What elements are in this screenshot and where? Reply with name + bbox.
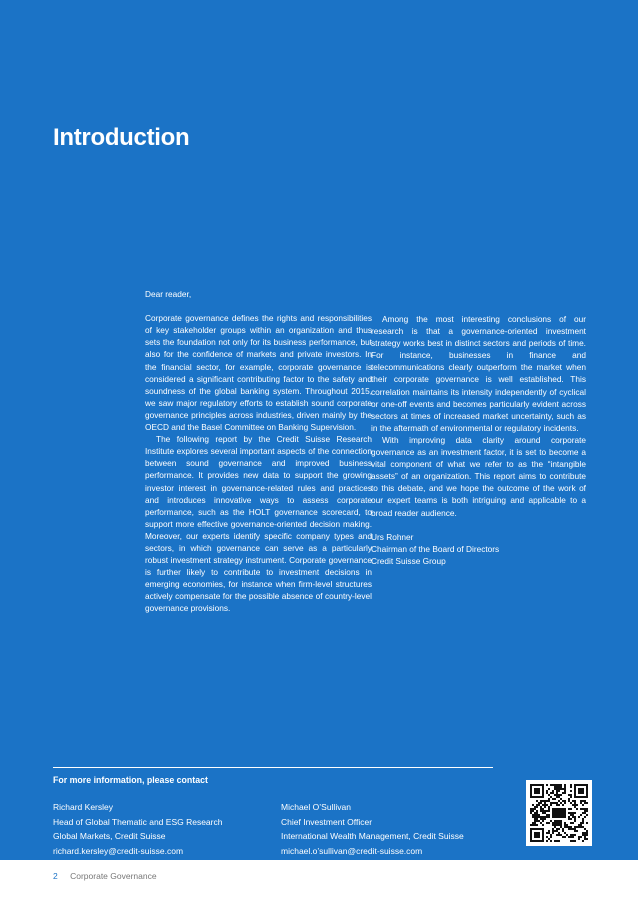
letter-paragraph: The following report by the Credit Suisse Research Institute explores several important aspects of the connection between sound governance and improved business performance. It provides new data to support the growing investor interest in governance-related rules and practices and introduces innovative ways to assess corporate performance, such as the HOLT governance scorecard, to support more effective governance-oriented decision making. Moreover, our experts identify specific company types and sectors, in which governance can serve as a particularly robust investment strategy instrument. Corporate governance is further likely to contribute to investment decisions in emerging economies, for instance when firm-level structures actively compensate for the possible absence of country-level governance provisions. <box>145 434 372 614</box>
letter-paragraph: Corporate governance defines the rights and responsibilities of key stakeholder groups within an organization and thus sets the foundation not only for its business performance, but also for the confidence of markets and private investors. In the financial sector, for example, corporate governance is considered a significant contributing factor to the safety and soundness of the global banking system. Throughout 2015, we saw major regulatory efforts to establish sound corporate governance principles across industries, driven mainly by the OECD and the Basel Committee on Banking Supervision. <box>145 313 372 433</box>
letter-paragraph: Among the most interesting conclusions of our research is that a governance-oriented investment strategy works best in distinct sectors and periods of time. For instance, businesses in finance and telecommunications clearly outperform the market when their corporate governance is well established. This correlation maintains its intensity independently of cyclical or one-off events and becomes particularly evident across sectors at times of increased market uncertainty, such as in the aftermath of environmental or regulatory incidents. <box>371 314 586 433</box>
signature-role: Chairman of the Board of Directors <box>371 543 500 554</box>
contact-email[interactable]: richard.kersley@credit-suisse.com <box>53 845 184 856</box>
contact-name: Richard Kersley <box>53 802 113 812</box>
contact-divider <box>53 767 493 768</box>
footer-section-title: Corporate Governance <box>70 871 157 881</box>
contact-title: Head of Global Thematic and ESG Research <box>53 816 223 827</box>
contact-email[interactable]: michael.o’sullivan@credit-suisse.com <box>281 845 423 856</box>
letter-left-column <box>145 288 372 615</box>
contact-org: Global Markets, Credit Suisse <box>53 831 166 841</box>
page-title: Introduction <box>53 124 190 151</box>
page-number: 2 <box>53 871 58 881</box>
signature-company: Credit Suisse Group <box>371 555 446 566</box>
contact-card-osullivan <box>281 800 464 858</box>
qr-code-icon[interactable] <box>526 780 592 846</box>
salutation: Dear reader, <box>145 289 192 299</box>
contact-title: Chief Investment Officer <box>281 816 373 827</box>
page-footer <box>53 871 157 881</box>
letter-right-column <box>371 313 586 567</box>
letter-paragraph: With improving data clarity around corporate governance as an investment factor, it is set to become a vital component of what we refer to as the “intangible assets” of an organization. This report aims to contribute to this debate, and we hope the outcome of the work of our expert teams is both intriguing and applicable to a broad reader audience. <box>371 434 586 518</box>
contact-name: Michael O’Sullivan <box>281 802 351 812</box>
contact-card-kersley <box>53 800 222 858</box>
contact-org: International Wealth Management, Credit Suisse <box>281 831 464 841</box>
signature-name: Urs Rohner <box>371 531 414 542</box>
contact-heading: For more information, please contact <box>53 775 208 785</box>
